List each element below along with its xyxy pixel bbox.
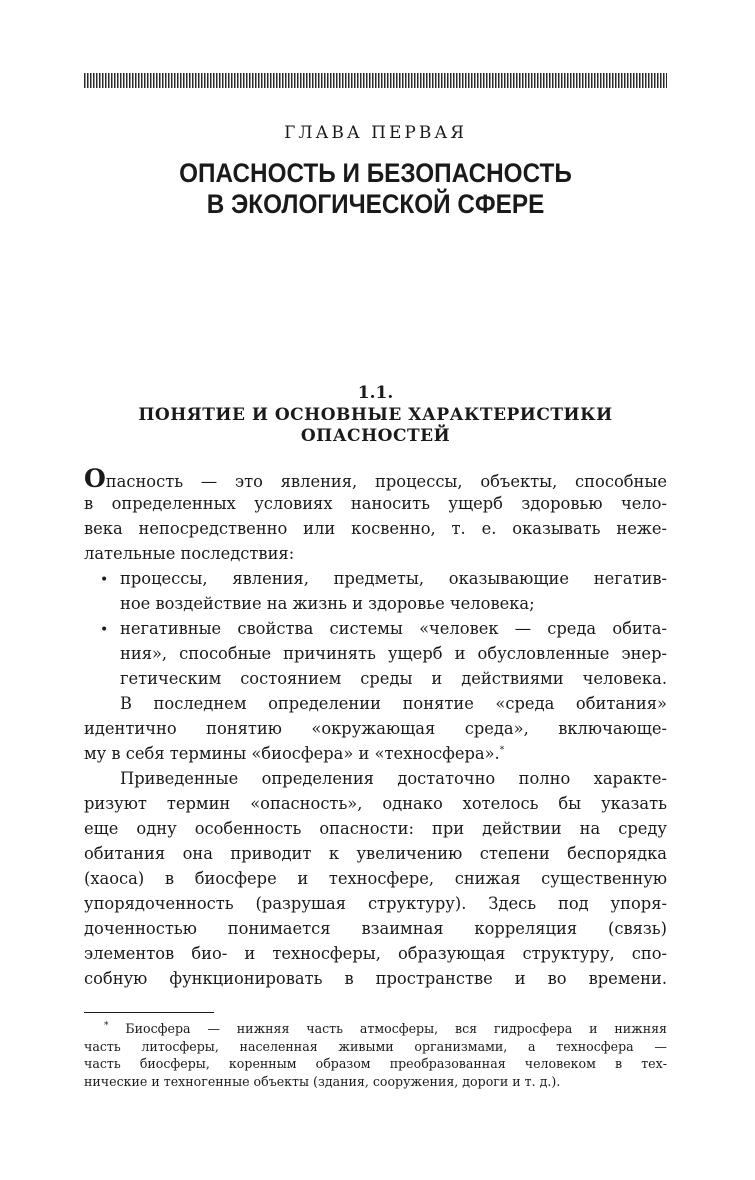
footnote-marker: * [499,745,505,756]
body-line: в определенных условиях наносить ущерб здоровью чело- [84,494,667,513]
footnote-marker: * [104,1020,109,1031]
body-line: элементов био- и техносферы, образующая структуру, спо- [84,944,667,963]
bullet-item-continuation: гетическим состоянием среды и действиями человека. [120,669,667,688]
body-line: идентично понятию «окружающая среда», включающе- [84,719,667,738]
body-line: лательные последствия: [84,544,295,563]
body-text [84,466,667,991]
footnote-line: нические и техногенные объекты (здания, сооружения, дороги и т. д.). [84,1073,561,1089]
section-title-line: ОПАСНОСТЕЙ [300,426,451,446]
body-line: собную функционировать в пространстве и во времени. [84,969,667,988]
footnote [84,1020,667,1090]
bullet-item-continuation: ное воздействие на жизнь и здоровье человека; [120,594,535,613]
body-line: Приведенные определения достаточно полно характе- [120,769,667,788]
body-line: обитания она приводит к увеличению степени беспорядка [84,844,667,863]
footnote-divider [84,1012,214,1013]
drop-cap: О [84,464,106,493]
body-line: В последнем определении понятие «среда обитания» [120,694,667,713]
body-line: доченностью понимается взаимная корреляция (связь) [84,919,667,938]
body-line: ризуют термин «опасность», однако хотелось бы указать [84,794,667,813]
footnote-line: * Биосфера — нижняя часть атмосферы, вся гидросфера и нижняя [104,1020,667,1036]
section-title [84,405,667,447]
body-line: века непосредственно или косвенно, т. е. оказывать неже- [84,519,667,538]
footnote-line: часть биосферы, коренным образом преобразованная человеком в тех- [84,1056,667,1071]
body-line: Опасность — это явления, процессы, объекты, способные [84,464,667,493]
bullet-item-continuation: ния», способные причинять ущерб и обусловленные энер- [120,644,667,663]
section-title-line: ПОНЯТИЕ И ОСНОВНЫЕ ХАРАКТЕРИСТИКИ [138,405,613,425]
chapter-title-line: ОПАСНОСТЬ И БЕЗОПАСНОСТЬ [179,158,572,188]
bullet-icon: • [100,572,109,588]
body-line: му в себя термины «биосфера» и «техносфера».* [84,744,505,763]
bullet-icon: • [100,622,109,638]
body-line: (хаоса) в биосфере и техносфере, снижая существенную [84,869,667,888]
footnote-line: часть литосферы, населенная живыми организмами, а техносфера — [84,1038,667,1054]
chapter-title-line: В ЭКОЛОГИЧЕСКОЙ СФЕРЕ [206,189,545,219]
section-number: 1.1. [357,383,394,403]
bullet-item: • негативные свойства системы «человек — среда обита- [84,616,667,641]
bullet-item: • процессы, явления, предметы, оказывающие негатив- [84,566,667,591]
decorative-header-rule [84,73,667,88]
chapter-title [113,158,638,220]
body-line: упорядоченность (разрушая структуру). Здесь под упоря- [84,894,667,913]
body-line: еще одну особенность опасности: при действии на среду [84,819,667,838]
chapter-label: ГЛАВА ПЕРВАЯ [284,123,467,143]
